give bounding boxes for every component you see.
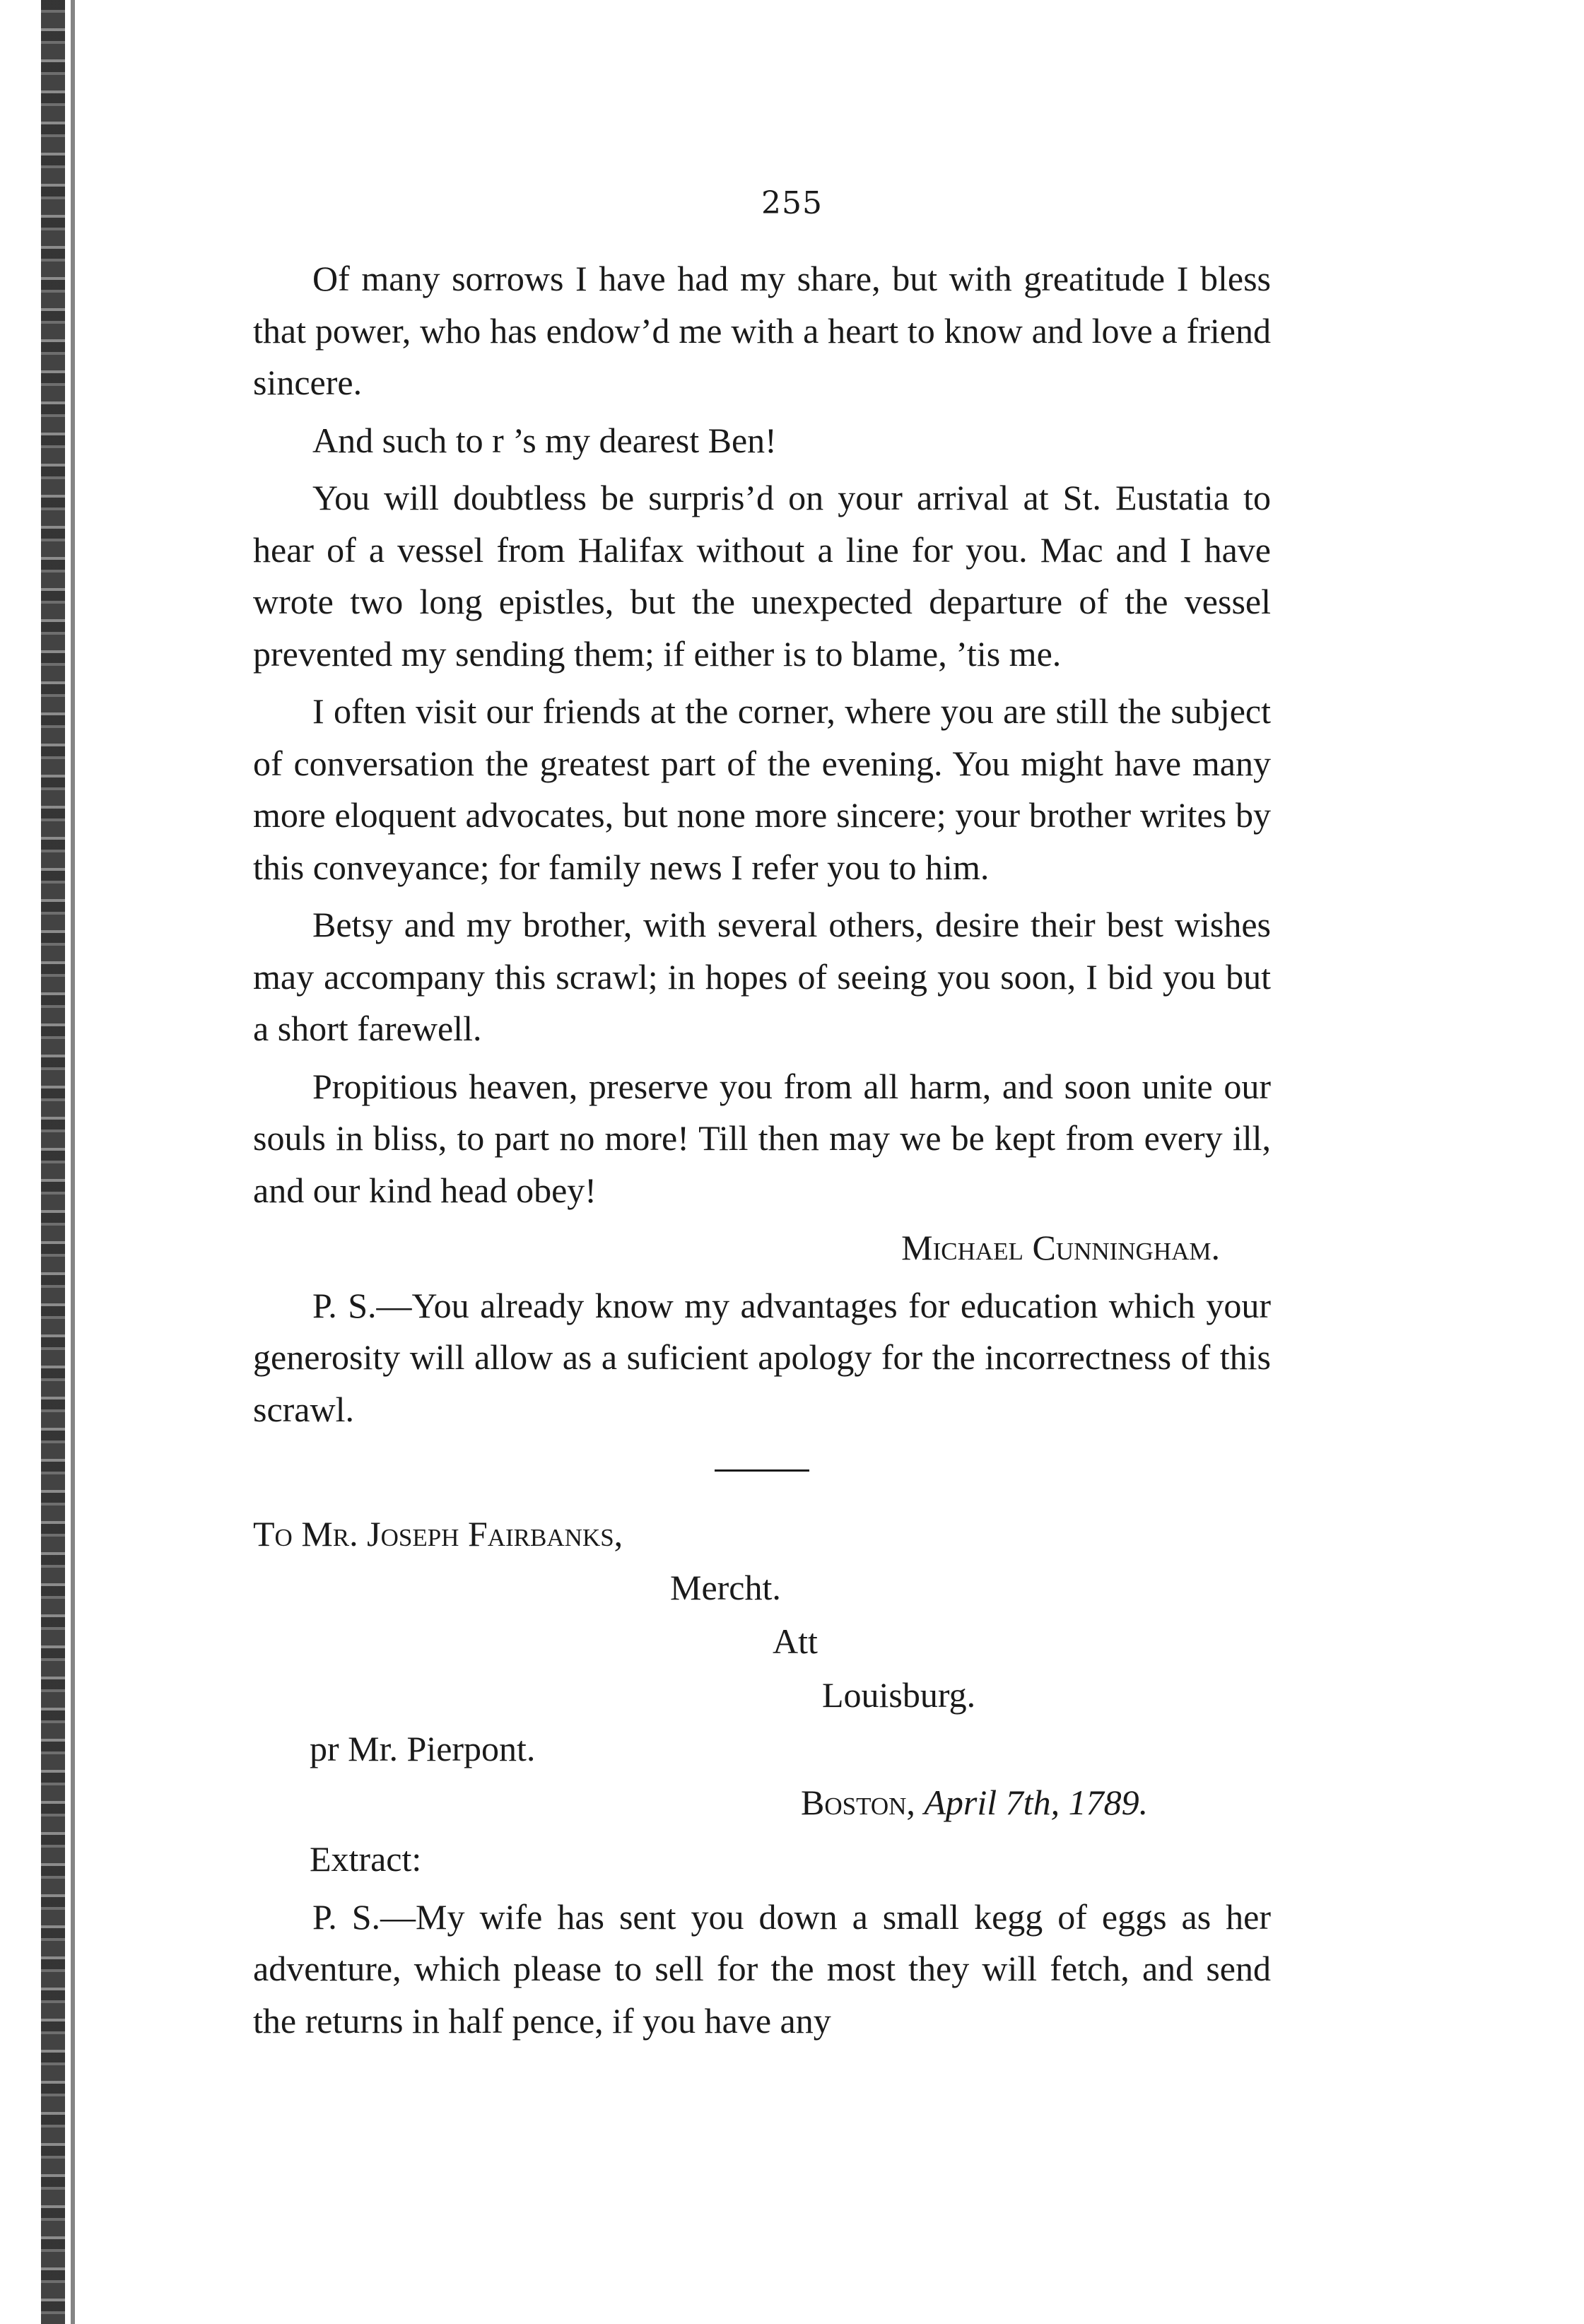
address-line-title: Mercht. — [670, 1568, 781, 1607]
paragraph: And such to r ’s my dearest Ben! — [312, 420, 777, 460]
dateline-place: Boston, — [801, 1783, 915, 1822]
book-binding-edge — [41, 0, 65, 2324]
paragraph: You will doubtless be surpris’d on your arrival at St. Eustatia to hear of a vessel from Halifax without a line for you. Mac and I have wrote two long epistles, but the unexpected departure of the vessel prevented my sending them; if either is to blame, ’tis me. — [253, 478, 1271, 674]
page-number: 255 — [761, 185, 823, 221]
dateline — [801, 1777, 1148, 1829]
book-binding-shadow — [71, 0, 75, 2324]
signature: Michael Cunningham. — [901, 1228, 1220, 1267]
paragraph: Propitious heaven, preserve you from all harm, and soon unite our souls in bliss, to part no more! Till then may we be kept from every ill, and our kind head obey! — [253, 1066, 1271, 1210]
paragraph: Of many sorrows I have had my share, but with greatitude I bless that power, who has endow’d me with a heart to know and love a friend sincere. — [253, 259, 1271, 402]
extract-text: P. S.—My wife has sent you down a small kegg of eggs as her adventure, which please to sell for the most they will fetch, and send the returns in half pence, if you have any — [253, 1896, 1271, 2041]
paragraph: Betsy and my brother, with several others, desire their best wishes may accompany this scrawl; in hopes of seeing you soon, I bid you but a short farewell. — [253, 905, 1271, 1048]
address-line-place: Louisburg. — [822, 1675, 976, 1715]
section-divider — [715, 1469, 809, 1472]
postscript: P. S.—You already know my advantages for education which your generosity will allow as a suficient apology for the incorrectness of this scrawl. — [253, 1285, 1271, 1429]
address-line-recipient: To Mr. Joseph Fairbanks, — [253, 1514, 623, 1554]
paragraph: I often visit our friends at the corner, where you are still the subject of conversation the greatest part of the evening. You might have many more eloquent advocates, but none more sincere; your brother writes by this conveyance; for family news I refer you to him. — [253, 691, 1271, 887]
page-body — [253, 253, 1271, 2053]
extract-label: Extract: — [310, 1839, 422, 1879]
address-line-carrier: pr Mr. Pierpont. — [310, 1729, 536, 1768]
address-block — [253, 1508, 1271, 1876]
dateline-date: April 7th, 1789. — [924, 1783, 1149, 1822]
address-line-att: Att — [773, 1621, 818, 1661]
